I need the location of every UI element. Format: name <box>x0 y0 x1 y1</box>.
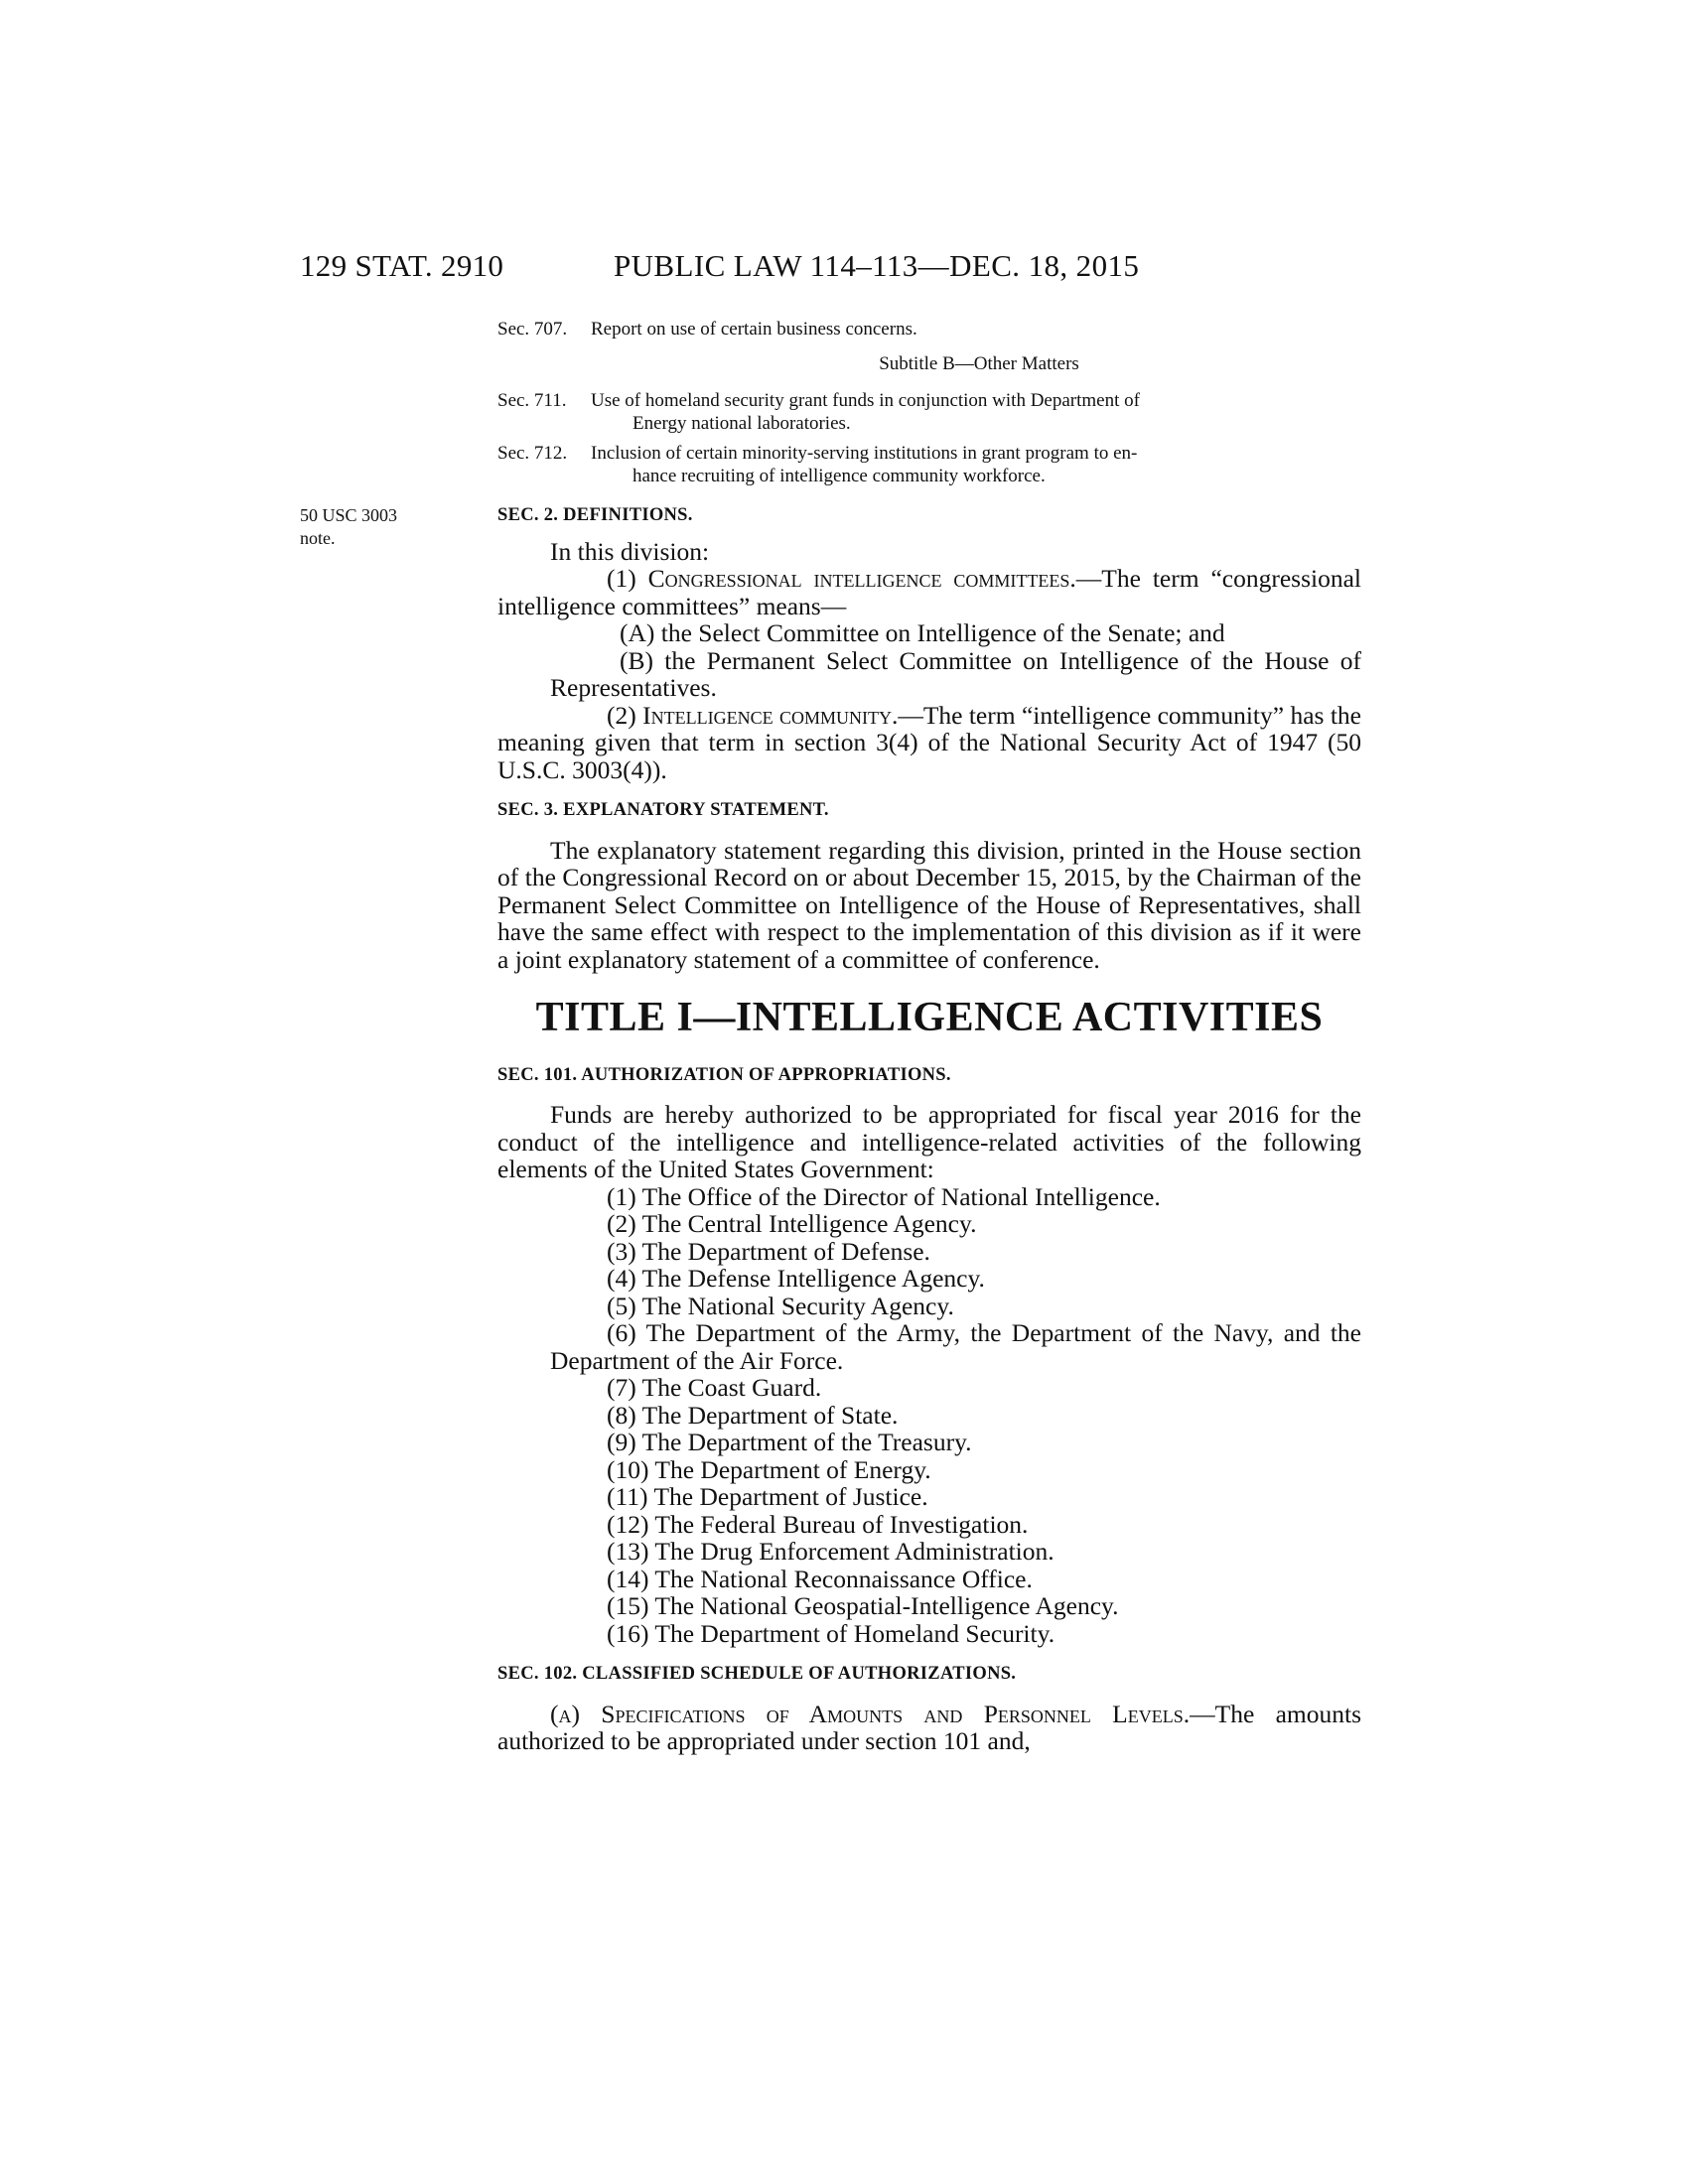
table-of-contents <box>497 318 1361 494</box>
list-item: (3) The Department of Defense. <box>607 1236 930 1266</box>
list-item: (7) The Coast Guard. <box>607 1373 822 1402</box>
toc-title-continuation: Energy national laboratories. <box>633 413 851 434</box>
list-item: (13) The Drug Enforcement Administration. <box>607 1537 1055 1566</box>
list-item: (16) The Department of Homeland Security. <box>607 1618 1055 1648</box>
toc-title-continuation: hance recruiting of intelligence community workforce. <box>633 466 1046 486</box>
margin-note-citation: 50 USC 3003 <box>300 505 398 525</box>
subsection-heading: (a) Specifications of Amounts and Personnel Levels. <box>550 1699 1191 1728</box>
list-item: (15) The National Geospatial-Intelligence Agency. <box>607 1591 1119 1620</box>
section-3 <box>497 797 1361 973</box>
list-item: (14) The National Reconnaissance Office. <box>607 1564 1033 1593</box>
definition-subparagraph-a: (A) the Select Committee on Intelligence of the Senate; and <box>620 618 1225 647</box>
subsection-text: —The amounts authorized to be appropriated under section 101 and, <box>497 1699 1361 1755</box>
statute-page-number: 129 STAT. 2910 <box>300 248 504 283</box>
toc-section-title <box>591 442 1361 487</box>
section-heading: SEC. 102. CLASSIFIED SCHEDULE OF AUTHORIZATIONS. <box>497 1664 1017 1684</box>
definition-term: (2) Intelligence community. <box>607 700 899 730</box>
definition-paragraph-1 <box>497 565 1361 619</box>
list-item: (1) The Office of the Director of National Intelligence. <box>607 1181 1161 1211</box>
toc-entry-711 <box>497 389 1361 435</box>
list-item: (4) The Defense Intelligence Agency. <box>607 1264 985 1293</box>
definition-text: —The term “intelligence community” has the meaning given that term in section 3(4) of the National Security Act of 1947 (50 U.S.C. 3003(4)). <box>497 700 1361 784</box>
list-item: (6) The Department of the Army, the Department of the Navy, and the Department of the Air Force. <box>550 1318 1361 1375</box>
section-intro: In this division: <box>550 536 710 566</box>
main-text <box>497 502 1361 1755</box>
subsection-a <box>497 1701 1361 1755</box>
margin-note-label: note. <box>300 528 336 548</box>
section-heading: SEC. 101. AUTHORIZATION OF APPROPRIATIONS. <box>497 1064 951 1085</box>
margin-note <box>300 504 479 550</box>
section-heading: SEC. 3. EXPLANATORY STATEMENT. <box>497 800 829 820</box>
toc-title-line: Use of homeland security grant funds in conjunction with Department of <box>591 390 1140 411</box>
definition-subparagraph-b: (B) the Permanent Select Committee on Intelligence of the House of Representatives. <box>550 645 1361 702</box>
section-intro: Funds are hereby authorized to be appropriated for fiscal year 2016 for the conduct of the intelligence and intelligence-related activities of the following elements of the United States Government: <box>497 1100 1361 1183</box>
title-heading: TITLE I—INTELLIGENCE ACTIVITIES <box>535 995 1324 1040</box>
toc-section-number: Sec. 711. <box>497 390 567 411</box>
list-item: (8) The Department of State. <box>607 1400 899 1430</box>
definition-term: (1) Congressional intelligence committees. <box>607 564 1076 593</box>
running-header-title: PUBLIC LAW 114–113—DEC. 18, 2015 <box>614 248 1140 283</box>
section-heading: SEC. 2. DEFINITIONS. <box>497 505 693 525</box>
toc-section-title: Report on use of certain business concerns. <box>591 319 917 340</box>
definition-paragraph-2 <box>497 702 1361 784</box>
toc-subtitle: Subtitle B—Other Matters <box>879 353 1079 374</box>
list-item: (2) The Central Intelligence Agency. <box>607 1209 977 1238</box>
section-2 <box>497 502 1361 783</box>
list-item: (10) The Department of Energy. <box>607 1454 931 1484</box>
toc-section-number: Sec. 707. <box>497 319 568 340</box>
list-item: (12) The Federal Bureau of Investigation. <box>607 1509 1029 1539</box>
definition-text: —The term “congressional intelligence committees” means— <box>497 564 1362 620</box>
toc-section-title <box>591 389 1361 435</box>
section-102 <box>497 1661 1361 1755</box>
list-item: (5) The National Security Agency. <box>607 1291 954 1320</box>
toc-entry-707 <box>497 318 1361 341</box>
toc-section-number: Sec. 712. <box>497 443 568 464</box>
section-101 <box>497 1062 1361 1648</box>
toc-title-line: Inclusion of certain minority-serving institutions in grant program to en- <box>591 443 1138 464</box>
section-text: The explanatory statement regarding this division, printed in the House section of the Congressional Record on or about December 15, 2015, by the Chairman of the Permanent Select Committee on Intelligence of the House of Representatives, shall have the same effect with respect to the implementation of this division as if it were a joint explanatory statement of a committee of conference. <box>497 835 1361 974</box>
list-item: (11) The Department of Justice. <box>607 1482 928 1511</box>
toc-entry-712 <box>497 442 1361 487</box>
list-item: (9) The Department of the Treasury. <box>607 1428 972 1456</box>
